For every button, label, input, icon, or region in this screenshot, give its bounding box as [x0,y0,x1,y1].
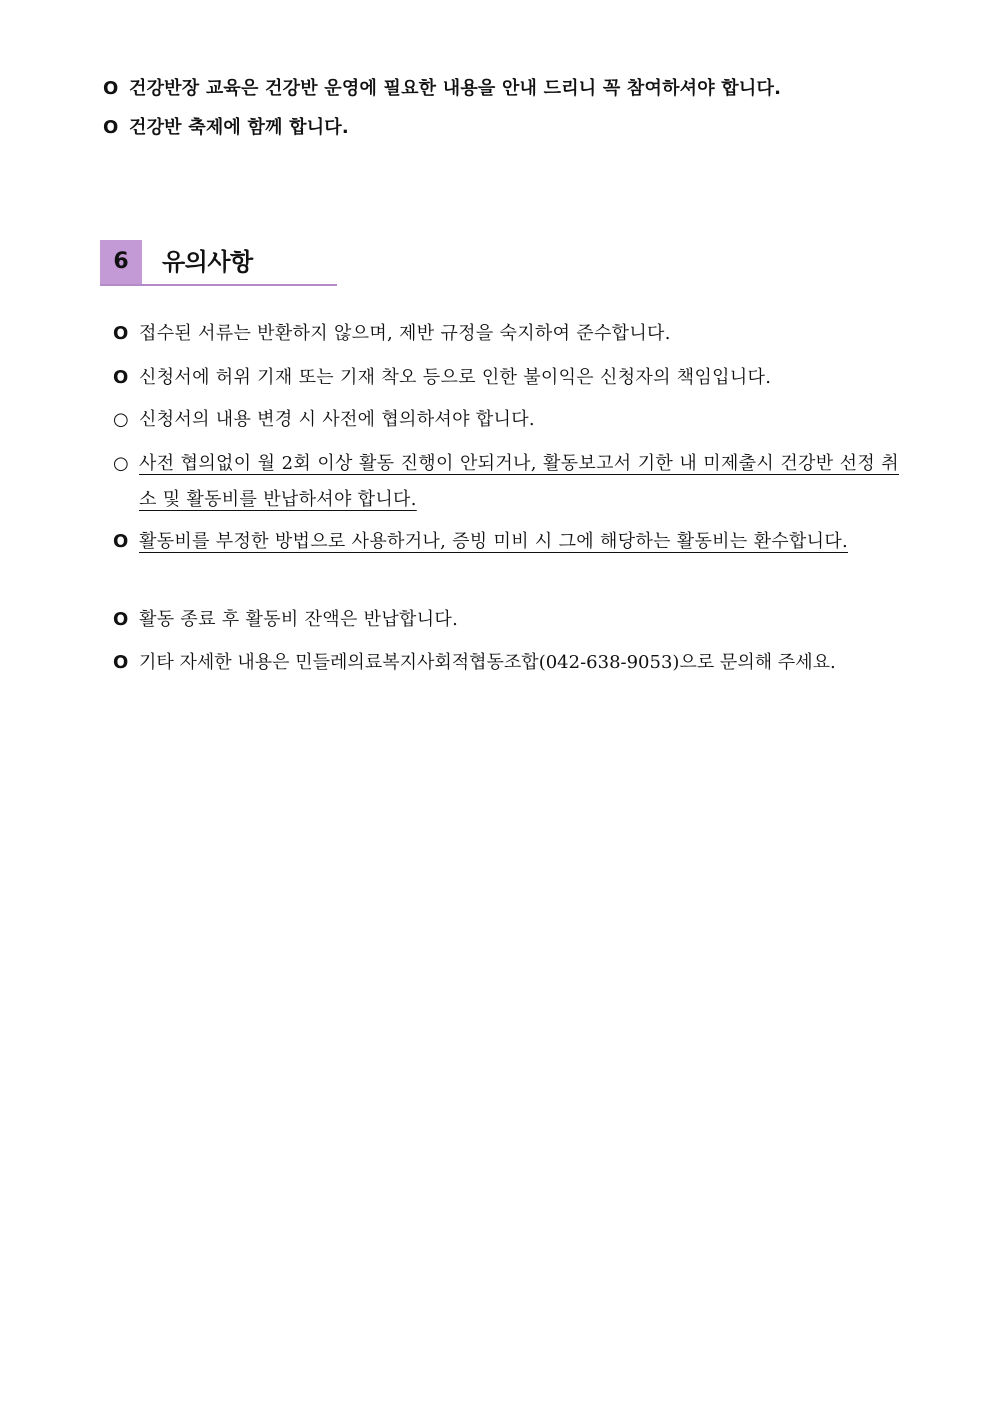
bullet-circle-icon: O [113,367,129,388]
top-list-item-education [103,77,903,101]
bullet-circle-icon: O [103,78,119,99]
top-list-item-text: 건강반 축제에 함께 합니다. [129,117,349,138]
bullet-circle-icon: O [113,609,129,630]
note-item-cancellation [113,446,899,518]
note-item-documents [113,316,903,352]
note-item-text: 기타 자세한 내용은 민들레의료복지사회적협동조합(042-638-9053)으로 문의해 주세요. [139,652,836,673]
note-item-change [113,402,903,438]
note-item-text: 활동 종료 후 활동비 잔액은 반납합니다. [139,609,459,630]
note-item-text: 활동비를 부정한 방법으로 사용하거나, 증빙 미비 시 그에 해당하는 활동비는 환수합니다. [139,531,849,552]
section-underline [100,284,337,286]
note-item-false-entry [113,360,903,396]
section-header [100,240,337,286]
note-item-balance [113,602,903,638]
note-item-contact [113,645,913,681]
section-title: 유의사항 [162,248,253,276]
note-item-text: 접수된 서류는 반환하지 않으며, 제반 규정을 숙지하여 준수합니다. [139,323,671,344]
section-number: 6 [100,240,142,284]
bullet-circle-icon: O [103,117,119,138]
bullet-circle-icon: O [113,652,129,673]
note-item-refund [113,524,899,560]
bullet-circle-icon: ○ [113,453,130,474]
note-item-text: 신청서에 허위 기재 또는 기재 착오 등으로 인한 불이익은 신청자의 책임입니다. [139,367,772,388]
note-item-text: 신청서의 내용 변경 시 사전에 협의하셔야 합니다. [139,409,535,430]
bullet-circle-icon: O [113,323,129,344]
top-list-item-text: 건강반장 교육은 건강반 운영에 필요한 내용을 안내 드리니 꼭 참여하셔야 합니다. [129,78,782,99]
bullet-circle-icon: ○ [113,409,130,430]
bullet-circle-icon: O [113,531,129,552]
top-list-item-festival [103,116,903,140]
note-item-text: 사전 협의없이 월 2회 이상 활동 진행이 안되거나, 활동보고서 기한 내 미제출시 건강반 선정 취소 및 활동비를 반납하셔야 합니다. [139,453,899,510]
